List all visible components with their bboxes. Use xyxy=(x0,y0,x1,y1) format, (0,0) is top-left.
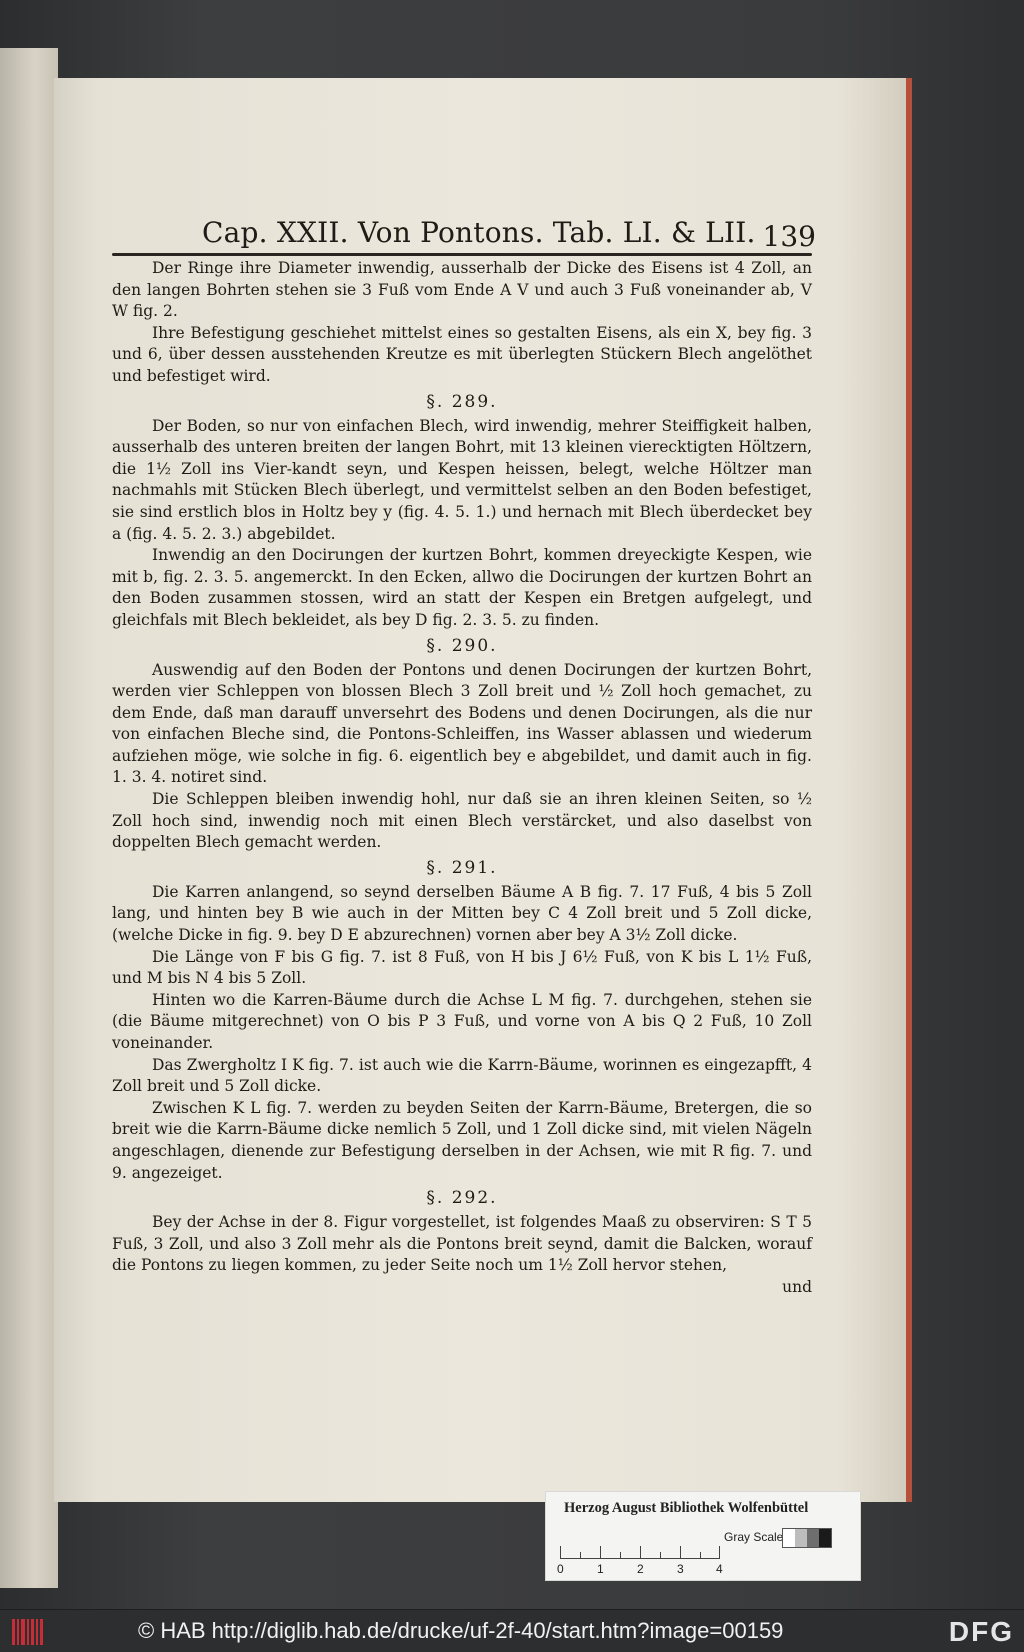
gray-scale-label: Gray Scale xyxy=(724,1530,784,1544)
paragraph: Ihre Befestigung geschiehet mittelst eines so gestalten Eisens, als ein X, bey fig. 3 und 6, über dessen ausstehenden Kreutze es mit überlegten Stückern Blech angelöthet und befestiget wird. xyxy=(112,323,812,385)
page-number: 139 xyxy=(762,220,816,253)
ruler-scale xyxy=(560,1536,720,1559)
hab-logo-icon xyxy=(12,1619,44,1645)
gray-scale-swatch xyxy=(782,1528,832,1548)
ruler-numbers xyxy=(557,1562,730,1576)
section-heading: §. 291. xyxy=(426,857,498,878)
paragraph: Inwendig an den Docirungen der kurtzen Bohrt, kommen dreyeckigte Kespen, wie mit b, fig. 2. 3. 5. angemerckt. In den Ecken, allwo die Docirungen der kurtzen Bohrt an den Boden zusammen stossen, wird an statt der Kespen ein Bretgen aufgelegt, und gleichfals mit Blech bekleidet, als bey D fig. 2. 3. 5. zu finden. xyxy=(112,546,812,629)
paragraph: Die Karren anlangend, so seynd derselben Bäume A B fig. 7. 17 Fuß, 4 bis 5 Zoll lang, und hinten bey B wie auch in der Mitten bey C 4 Zoll breit und 5 Zoll dicke, (welche Dicke in fig. 9. bey D E abzurechnen) vornen aber bey A 3½ Zoll dicke. xyxy=(112,882,812,945)
ruler-number: 2 xyxy=(637,1562,644,1576)
running-header xyxy=(112,210,816,258)
library-color-card xyxy=(545,1491,861,1581)
paragraph: Hinten wo die Karren-Bäume durch die Achse L M fig. 7. durchgehen, stehen sie (die Bäume mitgerechnet) von O bis P 3 Fuß, und vorne von A bis Q 2 Fuß, 10 Zoll voneinander. xyxy=(112,990,812,1052)
section-heading: §. 290. xyxy=(426,635,498,656)
chapter-title: Cap. XXII. Von Pontons. Tab. LI. & LII. xyxy=(202,216,756,249)
paragraph: Bey der Achse in der 8. Figur vorgestellet, ist folgendes Maaß zu observiren: S T 5 Fuß, 3 Zoll, und also 3 Zoll mehr als die Pontons breit seynd, damit die Balcken, worauf die Pontons zu liegen kommen, zu jeder Seite noch um 1½ Zoll hervor stehen, xyxy=(112,1213,812,1275)
header-rule xyxy=(112,253,812,256)
page-red-edge xyxy=(906,78,912,1502)
paragraph: Das Zwergholtz I K fig. 7. ist auch wie die Karrn-Bäume, worinnen es eingezapfft, 4 Zoll breit und 5 Zoll dicke. xyxy=(112,1055,812,1096)
section-heading: §. 292. xyxy=(426,1188,498,1209)
ruler-number: 3 xyxy=(677,1562,684,1576)
paragraph: Der Boden, so nur von einfachen Blech, wird inwendig, mehrer Steiffigkeit halben, ausserhalb des unteren breiten der langen Bohrt, mit 13 kleinen vierecktigten Höltzern, die 1½ Zoll ins Vier-kandt seyn, und Kespen heissen, belegt, welche Höltzer man nachmahls mit Stücken Blech überlegt, und vermittelst selben an den Boden befestiget, sie sind erstlich blos in Holtz bey y (fig. 4. 5. 1.) und hernach mit Blech überdecket bey a (fig. 4. 5. 2. 3.) abgebildet. xyxy=(112,416,812,543)
dfg-logo: DFG xyxy=(948,1616,1014,1647)
paragraph: Die Länge von F bis G fig. 7. ist 8 Fuß, von H bis J 6½ Fuß, von K bis L 1½ Fuß, und M bis N 4 bis 5 Zoll. xyxy=(112,947,812,988)
ruler-number: 1 xyxy=(597,1562,604,1576)
page-content xyxy=(112,210,816,1297)
paragraph: Der Ringe ihre Diameter inwendig, ausserhalb der Dicke des Eisens ist 4 Zoll, an den langen Bohrten stehen sie 3 Fuß vom Ende A V und auch 3 Fuß voneinander ab, V W fig. 2. xyxy=(112,259,812,321)
ruler-number: 0 xyxy=(557,1562,564,1576)
viewer-footer xyxy=(0,1609,1024,1652)
book-page xyxy=(54,78,906,1502)
paragraph: Die Schleppen bleiben inwendig hohl, nur daß sie an ihren kleinen Seiten, so ½ Zoll hoch sind, inwendig noch mit einen Blech verstärcket, und also daselbst von doppelten Blech gemacht werden. xyxy=(112,790,812,852)
catchword: und xyxy=(782,1277,812,1296)
ruler-number: 4 xyxy=(716,1562,723,1576)
facing-page-edge xyxy=(0,48,58,1588)
paragraph: Zwischen K L fig. 7. werden zu beyden Seiten der Karrn-Bäume, Bretergen, die so breit wie die Karrn-Bäume dicke nemlich 5 Zoll, und 1 Zoll dicke sind, mit vielen Nägeln angeschlagen, dienende zur Befestigung derselben in der Achsen, wie mit R fig. 7. und 9. angezeiget. xyxy=(112,1098,812,1182)
library-name: Herzog August Bibliothek Wolfenbüttel xyxy=(564,1500,809,1516)
paragraph: Auswendig auf den Boden der Pontons und denen Docirungen der kurtzen Bohrt, werden vier Schleppen von blossen Blech 3 Zoll breit und ½ Zoll hoch gemachet, zu dem Ende, daß man darauff unversehrt des Bodens und denen Docirungen, als die nur von einfachen Bleche sind, die Pontons-Schleiffen, ins Wasser ablassen und wiederum aufziehen möge, wie solche in fig. 6. eigentlich bey e abgebildet, und damit auch in fig. 1. 3. 4. notiret sind. xyxy=(112,660,812,787)
copyright-link[interactable]: © HAB http://diglib.hab.de/drucke/uf-2f-40/start.htm?image=00159 xyxy=(138,1618,784,1643)
section-heading: §. 289. xyxy=(426,391,498,412)
